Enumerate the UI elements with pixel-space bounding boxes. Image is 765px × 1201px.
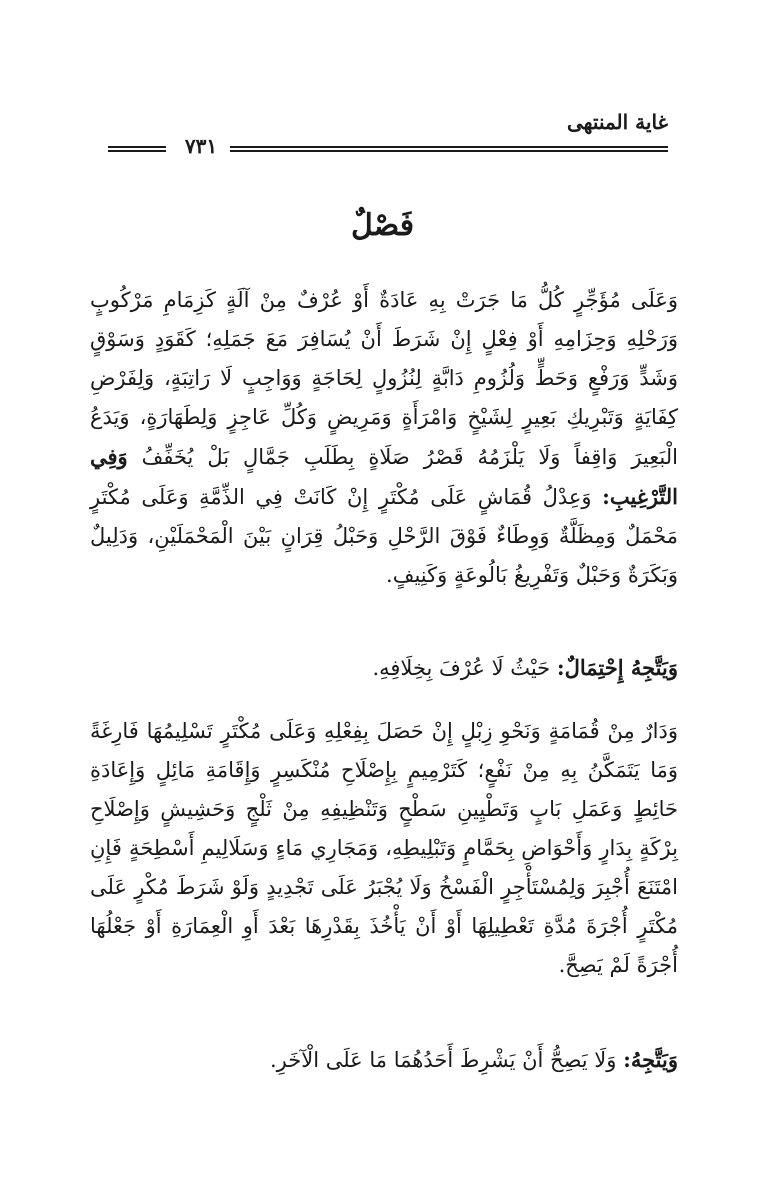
paragraph-1-text: وَعَلَى مُؤَجِّرٍ كُلُّ مَا جَرَتْ بِهِ عَادَةٌ أَوْ عُرْفٌ مِنْ آلَةٍ كَزِمَامِ مَرْكُوبٍ وَرَحْلِهِ وَحِزَامِهِ أَوْ فِعْلٍ إِنْ شَرَطَ أَنْ يُسَافِرَ مَعَ جَمَلِهِ؛ كَقَوَدٍ وَسَوْقٍ وَشَدٍّ وَرَفْعٍ وَحَطٍّ وَلُزُومِ دَابَّةٍ لِنُزُولٍ لِحَاجَةٍ وَوَاجِبٍ لَا رَاتِبَةٍ، وَلِفَرْضِ كِفَايَةٍ وَتَبْرِيكِ بَعِيرٍ لِشَيْخٍ وَامْرَأَةٍ وَمَرِيضٍ وَكُلِّ عَاجِزٍ وَلِطَهَارَةٍ، وَيَدَعُ الْبَعِيرَ وَاقِفاً وَلَا يَلْزَمُهُ قَصْرُ صَلَاةٍ بِطَلَبِ جَمَّالٍ بَلْ يُخَفِّفُ xyxy=(90,288,678,469)
running-header xyxy=(108,110,668,160)
paragraph-1-text-continued: وَعِدْلُ قُمَاشٍ عَلَى مُكْتَرٍ إِنْ كَانَتْ فِي الذِّمَّةِ وَعَلَى مُكْتَرٍ مَحْمَلٌ وَمِظَلَّةٌ وَوِطَاءٌ فَوْقَ الرَّحْلِ وَحَبْلُ قِرَانٍ بَيْنَ الْمَحْمَلَيْنِ، وَدَلِيلٌ وَبَكَرَةٌ وَحَبْلٌ وَتَفْرِيغُ بَالُوعَةٍ وَكَنِيفٍ. xyxy=(90,485,678,587)
header-rule-left xyxy=(108,146,166,152)
header-rule xyxy=(108,134,668,158)
paragraph-3 xyxy=(90,712,678,985)
paragraph-4 xyxy=(90,1040,678,1080)
page-number: ٧٣١ xyxy=(184,134,218,158)
paragraph-1 xyxy=(90,281,678,595)
paragraph-4-text: وَلَا يَصِحُّ أَنْ يَشْرِطَ أَحَدُهُمَا مَا عَلَى الْآخَرِ. xyxy=(269,1048,624,1072)
section-heading: فَصْلٌ xyxy=(350,208,415,243)
paragraph-3-text: وَدَارٌ مِنْ قُمَامَةٍ وَنَحْوِ زِبْلٍ إِنْ حَصَلَ بِفِعْلِهِ وَعَلَى مُكْتَرٍ تَسْلِيمُهَا فَارِغَةً وَمَا يَتَمَكَّنُ بِهِ مِنْ نَفْعٍ؛ كَتَرْمِيمٍ بِإِصْلَاحِ مُنْكَسِرٍ وَإِقَامَةِ مَائِلٍ وَإِعَادَةِ حَائِطٍ وَعَمَلِ بَابٍ وَتَطْيِينِ سَطْحٍ وَتَنْظِيفِهِ مِنْ ثَلْجٍ وَحَشِيشٍ وَإِصْلَاحِ بِرْكَةٍ بِدَارٍ وَأَحْوَاضِ بِحَمَّامٍ وَتَبْلِيطِهِ، وَمَجَارِي مَاءٍ وَسَلَالِيمِ أَسْطِحَةٍ فَإِنِ امْتَنَعَ أُجْبِرَ وَلِمُسْتَأْجِرٍ الْفَسْخُ وَلَا يُجْبَرُ عَلَى تَجْدِيدٍ وَلَوْ شَرَطَ مُكْرٍ عَلَى مُكْتَرٍ أُجْرَةَ مُدَّةِ تَعْطِيلِهَا أَوْ أَنْ يَأْخُذَ بِقَدْرِهَا بَعْدَ أَوِ الْعِمَارَةِ أَوْ جَعْلُهَا أُجْرَةً لَمْ يَصِحَّ. xyxy=(90,719,678,977)
paragraph-2 xyxy=(90,648,678,688)
paragraph-1-bold-term: وَفِي التَّرْغِيبِ: xyxy=(90,444,678,509)
book-title: غاية المنتهى xyxy=(567,110,668,134)
header-rule-right xyxy=(230,146,668,152)
paragraph-4-lead-term: وَيَتَّجِهُ: xyxy=(623,1047,678,1072)
paragraph-2-lead-term: وَيَتَّجِهُ إِحْتِمَالٌ: xyxy=(556,655,678,680)
paragraph-2-text: حَيْثُ لَا عُرْفَ بِخِلَافِهِ. xyxy=(372,656,557,680)
